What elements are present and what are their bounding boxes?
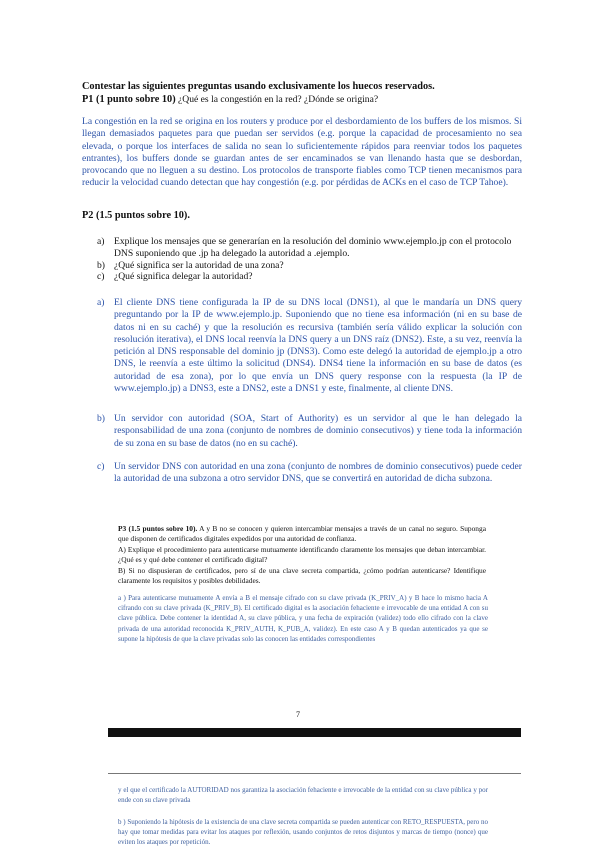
p1-label: P1 (1 punto sobre 10) xyxy=(82,94,176,105)
page-break-bar xyxy=(108,728,521,737)
p2-answer-b xyxy=(97,413,522,450)
p2-answer-a-text: El cliente DNS tiene configurada la IP de su DNS local (DNS1), al que le mandaría un DNS query preguntando por la IP de www.ejemplo.jp. Suponiendo que no tiene esa información (ni en su base de datos ni en su caché) y que la resolución es recursiva (también sería válido explicar la solución con resolución iterativa), el DNS local reenvía la DNS query a un DNS raíz (DNS2). Este, a su vez, reenvía la petición al DNS responsable del dominio jp (DNS3). Como este delegó la autoridad de ejemplo.jp a otro DNS, le reenvía a este último la solicitud (DNS4). DNS4 tiene la información en su base de datos (es autoridad de esa zona), por lo que envía un DNS query response con la respuesta (la IP de www.ejemplo.jp) a DNS3, este a DNS2, este a DNS1 y este, finalmente, al cliente DNS. xyxy=(114,297,522,395)
p2-question-list xyxy=(97,236,522,283)
p2-answer-c-text: Un servidor DNS con autoridad en una zona (conjunto de nombres de dominio consecutivos) puede ceder la autoridad de una subzona a otro servidor DNS, que se convertirá en autoridad de dicha subzona. xyxy=(114,461,522,485)
p2-question-a-text: Explique los mensajes que se generarían en la resolución del dominio www.ejemplo.jp con el protocolo DNS suponiendo que .jp ha delegado la autoridad a .ejemplo. xyxy=(114,236,512,259)
p2-answer-b-label: b) xyxy=(97,413,105,424)
p2-question-c xyxy=(97,271,522,283)
p3-question-b: B) Si no dispusieran de certificados, pero sí de una clave secreta compartida, ¿cómo podrían autenticarse? Identifique claramente los requisitos y posibles debilidades. xyxy=(118,566,486,586)
p3-answer-a-continuation: y el que el certificado la AUTORIDAD nos garantiza la asociación fehaciente e irrevocable de la entidad con su clave pública y por ende con su clave privada xyxy=(118,786,488,805)
p3-label: P3 (1.5 puntos sobre 10). xyxy=(118,524,198,533)
p2-question-a xyxy=(97,236,522,260)
p2-answer-b-text: Un servidor con autoridad (SOA, Start of Authority) es un servidor al que le han delegado la responsabilidad de una zona (conjunto de nombres de dominio consecutivos) y tiene toda la información de su zona en su base de datos (no en su caché). xyxy=(114,413,522,449)
page-divider-line xyxy=(108,773,521,774)
p2-label: P2 (1.5 puntos sobre 10). xyxy=(82,210,190,221)
p2-answer-a xyxy=(97,297,522,395)
p3-intro: A y B no se conocen y quieren intercambiar mensajes a través de un canal no seguro. Suponga que disponen de certificados digitales expedidos por una autoridad de confianza. xyxy=(118,524,486,544)
p1-question-text: ¿Qué es la congestión en la red? ¿Dónde se origina? xyxy=(175,94,379,105)
page-number: 7 xyxy=(296,710,300,719)
header-instruction: Contestar las siguientes preguntas usando exclusivamente los huecos reservados. xyxy=(82,81,435,92)
p3-answer-b: b ) Suponiendo la hipótesis de la existencia de una clave secreta compartida se pueden autenticar con RETO_RESPUESTA, pero no hay que tomar medidas para evitar los ataques por reflexión, usando conjuntos de retos disjuntos y marcas de tiempo (nonce) que eviten los ataques por repetición. xyxy=(118,818,488,847)
p2-question-c-label: c) xyxy=(97,271,105,283)
p3-question xyxy=(118,524,486,545)
p2-question-b-label: b) xyxy=(97,259,105,271)
p2-question-a-label: a) xyxy=(97,236,105,247)
p2-answer-a-label: a) xyxy=(97,297,105,308)
p3-question-a: A) Explique el procedimiento para autenticarse mutuamente identificando claramente los mensajes que deban intercambiar. ¿Qué es y qué debe contener el certificado digital? xyxy=(118,545,486,565)
p2-question-c-text: ¿Qué significa delegar la autoridad? xyxy=(114,271,253,283)
p2-question-b-text: ¿Qué significa ser la autoridad de una zona? xyxy=(114,259,284,271)
p1-answer: La congestión en la red se origina en los routers y produce por el desbordamiento de los buffers de los mismos. Si llegan demasiados paquetes para que puedan ser servidos (e.g. porque la capacidad de procesamiento no sea elevada, o porque los interfaces de salida no sean lo suficientemente rápidos para reenviar todos los paquetes entrantes), los buffers donde se guardan antes de ser encaminados se van llenando hasta que se desbordan, provocando que no lleguen a su destino. Los protocolos de transporte fiables como TCP tienen mecanismos para reducir la velocidad cuando detectan que hay congestión (e.g. por pérdidas de ACKs en el caso de TCP Tahoe). xyxy=(82,116,522,189)
p1-question xyxy=(82,94,522,107)
p2-question-b xyxy=(97,260,522,272)
p2-answer-c-label: c) xyxy=(97,461,105,472)
p2-answer-c xyxy=(97,461,522,486)
p3-answer-a: a ) Para autenticarse mutuamente A envía a B el mensaje cifrado con su clave privada (K_PRIV_A) y B hace lo mismo hacia A cifrando con su clave privada (K_PRIV_B). El certificado digital es la asociación fehaciente e irrevocable de una entidad A con su clave pública. Debe contener la identidad A, su clave pública, y una fecha de expiración (validez) todo ello cifrado con la clave privada de una autoridad reconocida K_PRIV_AUTH, K_PUB_A, validez). En este caso A y B quedan autenticados ya que se supone la hipótesis de que la clave privadas solo las conocen las entidades correspondientes xyxy=(118,594,488,643)
